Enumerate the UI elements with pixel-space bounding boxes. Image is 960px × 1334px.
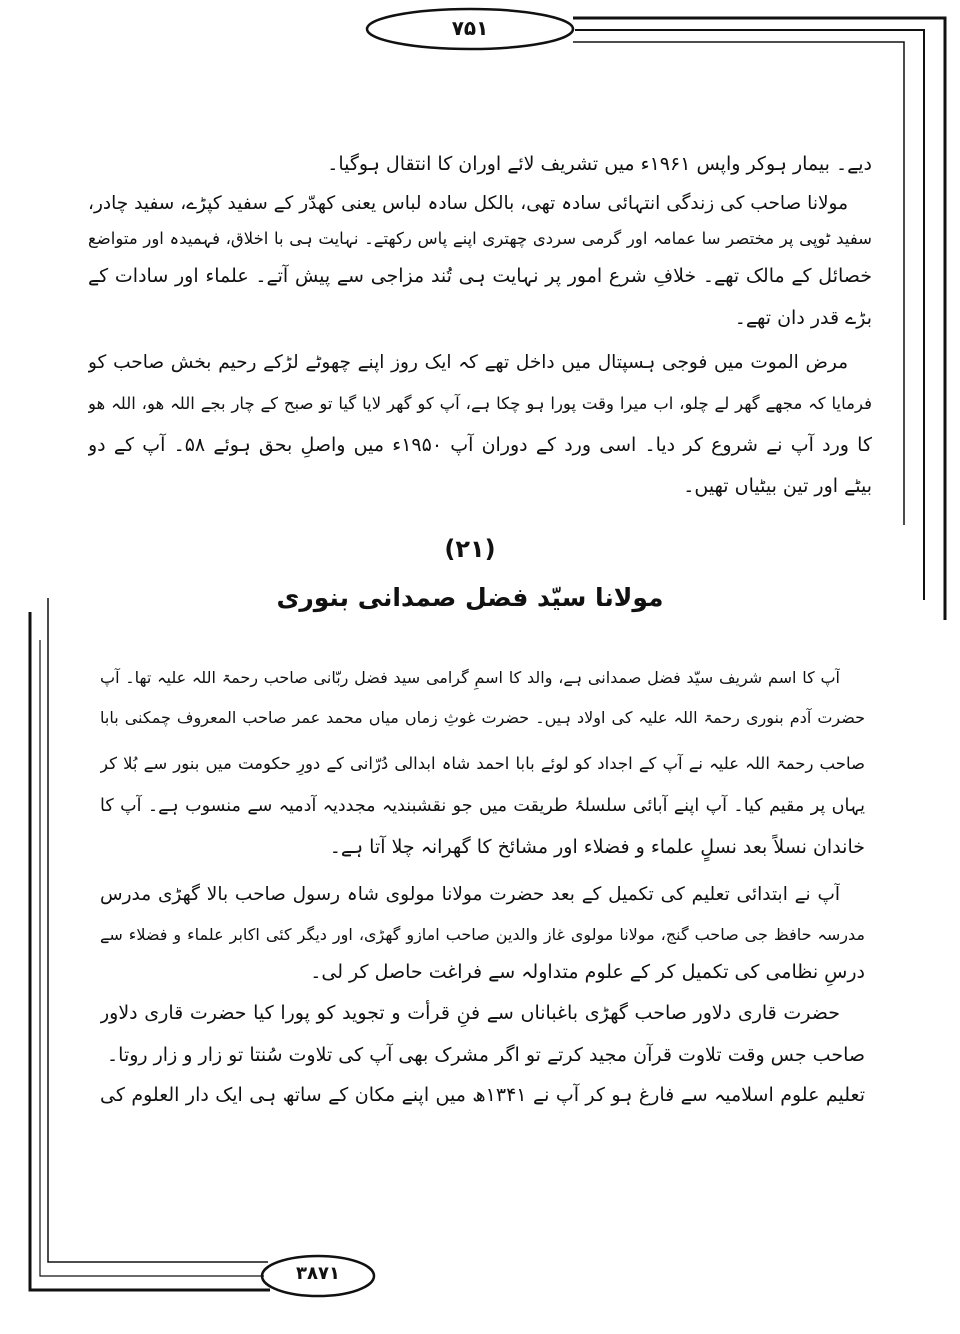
- chapter-title: مولانا سیّد فضل صمدانی بنوری: [276, 583, 664, 612]
- text-line: یہاں پر مقیم کیا۔ آپ اپنے آبائی سلسلۂ طریقت میں جو نقشبندیہ مجددیہ آدمیہ سے منسوب ہے۔ آپ کا: [100, 796, 865, 816]
- text-line: مولانا صاحب کی زندگی انتہائی سادہ تھی، بالکل سادہ لباس یعنی کھدّر کے سفید کپڑے، سفید چادر،: [88, 193, 848, 214]
- text-line: حضرت آدم بنوری رحمۃ اللہ علیہ کی اولاد ہیں۔ حضرت غوثِ زماں میاں محمد عمر صاحب المعروف چمکنی بابا: [100, 708, 865, 727]
- text-line: خاندان نسلاً بعد نسلٍ علماء و فضلاء اور مشائخ کا گھرانہ چلا آتا ہے۔: [329, 836, 865, 858]
- page-number-top: ۷۵۱: [451, 16, 489, 40]
- text-line: حضرت قاری دلاور صاحب گھڑی باغباناں سے فنِ قرأت و تجوید کو پورا کیا حضرت قاری دلاور: [100, 1002, 840, 1024]
- text-line: مرض الموت میں فوجی ہسپتال میں داخل تھے کہ ایک روز اپنے چھوٹے لڑکے رحیم بخش صاحب کو: [88, 352, 848, 373]
- text-line: سفید ٹوپی پر مختصر سا عمامہ اور گرمی سردی چھتری اپنے پاس رکھتے۔ نہایت ہی با اخلاق، فہمیدہ اور متواضع: [88, 229, 872, 248]
- text-line: کا ورد آپ نے شروع کر دیا۔ اسی ورد کے دوران آپ ۱۹۵۰ء میں واصلِ بحق ہوئے ۵۸۔ آپ کے دو: [88, 434, 872, 456]
- text-line: خصائل کے مالک تھے۔ خلافِ شرع امور پر نہایت ہی تُند مزاجی سے پیش آتے۔ علماء اور سادات کے: [88, 265, 872, 287]
- text-line: بیٹے اور تین بیٹیاں تھیں۔: [683, 475, 872, 497]
- text-line: بڑے قدر دان تھے۔: [734, 307, 872, 329]
- text-line: صاحب رحمۃ اللہ علیہ نے آپ کے اجداد کو لوئے بابا احمد شاہ ابدالی دُرّانی کے دورِ حکومت میں بنور سے بُلا کر: [100, 754, 865, 773]
- chapter-number: (۲۱): [444, 535, 496, 563]
- text-line: فرمایا کہ مجھے گھر لے چلو، اب میرا وقت پورا ہو چکا ہے، آپ کو گھر لایا گیا تو صبح کے چار بجے اللہ ھو، اللہ ھو: [88, 394, 872, 413]
- text-line: تعلیم علوم اسلامیہ سے فارغ ہو کر آپ نے ۱۳۴۱ھ میں اپنے مکان کے ساتھ ہی ایک دار العلوم کی: [100, 1084, 865, 1106]
- text-line: صاحب جس وقت تلاوت قرآن مجید کرتے تو اگر مشرک بھی آپ کی تلاوت سُنتا تو زار و زار روتا۔: [107, 1044, 865, 1066]
- text-line: آپ نے ابتدائی تعلیم کی تکمیل کے بعد حضرت مولانا مولوی شاہ رسول صاحب بالا گھڑی مدرس: [100, 884, 840, 905]
- text-line: آپ کا اسم شریف سیّد فضل صمدانی ہے، والد کا اسمِ گرامی سید فضل ربّانی صاحب رحمۃ اللہ علیہ تھا۔ آپ: [100, 668, 840, 687]
- text-line: مدرسہ حافظ جی صاحب گنج، مولانا مولوی غاز والدین صاحب امازو گھڑی، اور دیگر کئی اکابر علماء و فضلاء سے: [100, 925, 865, 944]
- page-number-bottom: ۳۸۷۱: [296, 1263, 340, 1284]
- text-line: دیے۔ بیمار ہوکر واپس ۱۹۶۱ء میں تشریف لائے اوران کا انتقال ہوگیا۔: [327, 153, 872, 175]
- text-line: درسِ نظامی کی تکمیل کر کے علوم متداولہ سے فراغت حاصل کر لی۔: [310, 961, 865, 983]
